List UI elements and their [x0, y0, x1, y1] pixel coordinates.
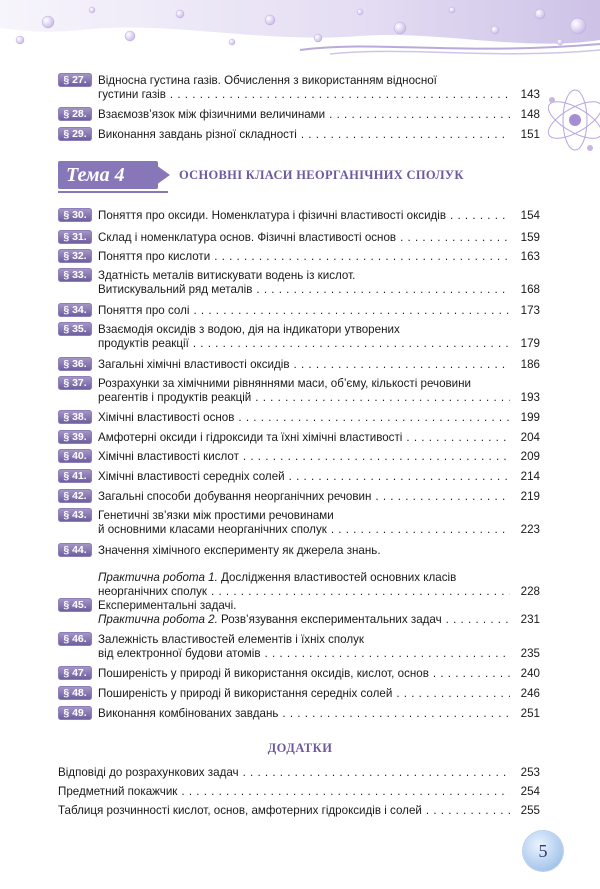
entry-line	[98, 336, 540, 350]
page-ref: 168	[520, 282, 540, 296]
entry-line	[98, 598, 540, 612]
entry-line	[98, 543, 540, 557]
appendix-title: ДОДАТКИ	[267, 741, 333, 755]
theme-arrow-icon	[156, 165, 170, 185]
page-ref: 255	[520, 804, 540, 817]
appendix-entry-title: Таблиця розчинності кислот, основ, амфотерних гідроксидів і солей	[58, 804, 422, 817]
dot-leader	[450, 209, 510, 222]
dot-leader	[193, 337, 510, 350]
entry-title	[98, 613, 442, 626]
dot-leader	[265, 647, 511, 660]
page-ref: 219	[520, 490, 540, 503]
entry-line	[98, 322, 540, 336]
section-number-badge: § 47.	[58, 666, 92, 680]
entry-line	[98, 390, 540, 404]
page-ref: 209	[520, 450, 540, 463]
entry-line	[98, 489, 540, 503]
dot-leader	[170, 88, 510, 101]
section-number-badge: § 43.	[58, 508, 92, 522]
dot-leader	[331, 523, 510, 536]
appendix-entry[interactable]	[58, 784, 540, 798]
entry-line	[98, 249, 540, 263]
entry-title-text: Дослідження властивостей основних класів	[217, 571, 457, 584]
dot-leader	[400, 231, 510, 244]
entry-line	[98, 268, 540, 282]
practical-work-label: Практична робота 2.	[98, 612, 218, 626]
dot-leader	[214, 250, 510, 263]
entry-line	[98, 357, 540, 371]
entry-line	[98, 612, 540, 626]
entry-title: Відносна густина газів. Обчислення з використанням відносної	[98, 74, 437, 87]
appendix-entry[interactable]	[58, 803, 540, 817]
entry-line	[98, 107, 540, 121]
section-number-badge: § 35.	[58, 322, 92, 336]
dot-leader	[406, 431, 510, 444]
entry-line	[98, 469, 540, 483]
entry-title: Поняття про солі	[98, 304, 190, 317]
entry-title: Загальні способи добування неорганічних речовин	[98, 490, 372, 503]
dot-leader	[446, 613, 510, 626]
page-ref: 214	[520, 470, 540, 483]
page-ref: 253	[520, 766, 540, 779]
entry-title: Хімічні властивості середніх солей	[98, 470, 285, 483]
dot-leader	[181, 785, 510, 798]
entry-title: Розрахунки за хімічними рівняннями маси, об’єму, кількості речовини	[98, 377, 472, 390]
section-number-badge: § 34.	[58, 303, 92, 317]
section-number-badge: § 33.	[58, 268, 92, 282]
page-ref: 179	[520, 336, 540, 350]
entry-title: Амфотерні оксиди і гідроксиди та їхні хімічні властивості	[98, 431, 403, 444]
section-number-badge: § 28.	[58, 107, 92, 121]
entry-title: Виконання комбінованих завдань	[98, 707, 279, 720]
entry-title: Поширеність у природі й використання середніх солей	[98, 687, 393, 700]
section-number-badge: § 44.	[58, 543, 92, 557]
entry-line	[98, 449, 540, 463]
page-ref: 193	[520, 390, 540, 404]
entry-title: Взаємозв’язок між фізичними величинами	[98, 108, 326, 121]
entry-line	[98, 584, 540, 598]
entry-line	[98, 706, 540, 720]
entry-title: Виконання завдань різної складності	[98, 128, 297, 141]
dot-leader	[256, 283, 510, 296]
section-number-badge: § 32.	[58, 249, 92, 263]
entry-title-text: Розв’язування експериментальних задач	[217, 612, 442, 626]
appendix-entry-title: Предметний покажчик	[58, 785, 178, 798]
page-ref: 163	[520, 250, 540, 263]
entry-line	[98, 410, 540, 424]
entry-line	[98, 303, 540, 317]
appendix-entry[interactable]	[58, 765, 540, 779]
entry-title: Поняття про оксиди. Номенклатура і фізичні властивості оксидів	[98, 209, 447, 222]
page-ref: 251	[520, 707, 540, 720]
page-ref: 148	[520, 108, 540, 121]
entry-title: Взаємодія оксидів з водою, дія на індикатори утворених	[98, 323, 400, 336]
dot-leader	[243, 766, 510, 779]
entry-title: Склад і номенклатура основ. Фізичні властивості основ	[98, 231, 397, 244]
entry-line	[98, 646, 540, 660]
entry-line	[98, 632, 540, 646]
entry-line	[98, 430, 540, 444]
atom-decoration	[530, 60, 600, 180]
section-number-badge: § 40.	[58, 449, 92, 463]
dot-leader	[193, 304, 510, 317]
page-ref: 151	[520, 128, 540, 141]
section-number-badge: § 39.	[58, 430, 92, 444]
theme-badge: Тема 4	[58, 161, 158, 189]
entry-line	[98, 73, 540, 87]
dot-leader	[255, 391, 510, 404]
entry-line	[98, 508, 540, 522]
section-number-badge: § 36.	[58, 357, 92, 371]
page-number: 5	[523, 831, 563, 871]
section-number-badge: § 31.	[58, 230, 92, 244]
section-number-badge: § 27.	[58, 73, 92, 87]
entry-line	[98, 282, 540, 296]
entry-line	[98, 522, 540, 536]
entry-title: Хімічні властивості основ	[98, 411, 235, 424]
appendix-entry-title: Відповіді до розрахункових задач	[58, 766, 239, 779]
dot-leader	[396, 687, 510, 700]
entry-title: Здатність металів витискувати водень із кислот.	[98, 269, 356, 282]
entry-line	[98, 686, 540, 700]
dot-leader	[282, 707, 510, 720]
dot-leader	[433, 667, 510, 680]
dot-leader	[294, 358, 510, 371]
entry-line	[98, 376, 540, 390]
page-ref: 231	[520, 612, 540, 626]
theme-header	[58, 161, 538, 193]
dot-leader	[289, 470, 510, 483]
dot-leader	[426, 804, 510, 817]
entry-title: густини газів	[98, 87, 166, 101]
entry-title: й основними класами неорганічних сполук	[98, 522, 327, 536]
page-ref: 235	[520, 646, 540, 660]
entry-line	[98, 666, 540, 680]
page-ref: 143	[520, 87, 540, 101]
entry-title: реагентів і продуктів реакцій	[98, 390, 252, 404]
page-ref: 223	[520, 522, 540, 536]
entry-title: Залежність властивостей елементів і їхніх сполук	[98, 633, 364, 646]
entry-line	[98, 570, 540, 584]
section-number-badge: § 45.	[58, 598, 92, 612]
dot-leader	[375, 490, 510, 503]
page-ref: 173	[520, 304, 540, 317]
page-ref: 254	[520, 785, 540, 798]
entry-line	[98, 557, 540, 571]
section-number-badge: § 29.	[58, 127, 92, 141]
page-ref: 246	[520, 687, 540, 700]
section-number-badge: § 46.	[58, 632, 92, 646]
entry-title: Поширеність у природі й використання оксидів, кислот, основ	[98, 667, 429, 680]
entry-title	[98, 571, 456, 584]
section-number-badge: § 42.	[58, 489, 92, 503]
entry-title: Загальні хімічні властивості оксидів	[98, 358, 290, 371]
section-number-badge: § 41.	[58, 469, 92, 483]
entry-title: від електронної будови атомів	[98, 646, 261, 660]
entry-title: Витискувальний ряд металів	[98, 282, 253, 296]
entry-title: Генетичні зв’язки між простими речовинами	[98, 509, 334, 522]
entry-line	[98, 127, 540, 141]
section-number-badge: § 37.	[58, 376, 92, 390]
page-ref: 228	[520, 584, 540, 598]
header-decoration	[0, 0, 600, 62]
entry-line	[98, 230, 540, 244]
entry-line	[98, 208, 540, 222]
page-ref: 159	[520, 231, 540, 244]
entry-title: Хімічні властивості кислот	[98, 450, 239, 463]
theme-underline	[58, 191, 168, 193]
entry-title: Експериментальні задачі.	[98, 599, 237, 612]
section-number-badge: § 48.	[58, 686, 92, 700]
entry-title: Поняття про кислоти	[98, 250, 211, 263]
dot-leader	[238, 411, 510, 424]
page-ref: 186	[520, 358, 540, 371]
dot-leader	[211, 585, 510, 598]
page-ref: 240	[520, 667, 540, 680]
entry-line	[98, 87, 540, 101]
entry-title: продуктів реакції	[98, 336, 189, 350]
page-ref: 199	[520, 411, 540, 424]
page-ref: 154	[520, 209, 540, 222]
dot-leader	[329, 108, 510, 121]
entry-title: Значення хімічного експерименту як джерела знань.	[98, 544, 381, 557]
theme-title: ОСНОВНІ КЛАСИ НЕОРГАНІЧНИХ СПОЛУК	[179, 168, 464, 182]
section-number-badge: § 49.	[58, 706, 92, 720]
dot-leader	[243, 450, 510, 463]
page-ref: 204	[520, 431, 540, 444]
dot-leader	[301, 128, 510, 141]
entry-title: неорганічних сполук	[98, 584, 207, 598]
section-number-badge: § 38.	[58, 410, 92, 424]
section-number-badge: § 30.	[58, 208, 92, 222]
practical-work-label: Практична робота 1.	[98, 571, 218, 584]
